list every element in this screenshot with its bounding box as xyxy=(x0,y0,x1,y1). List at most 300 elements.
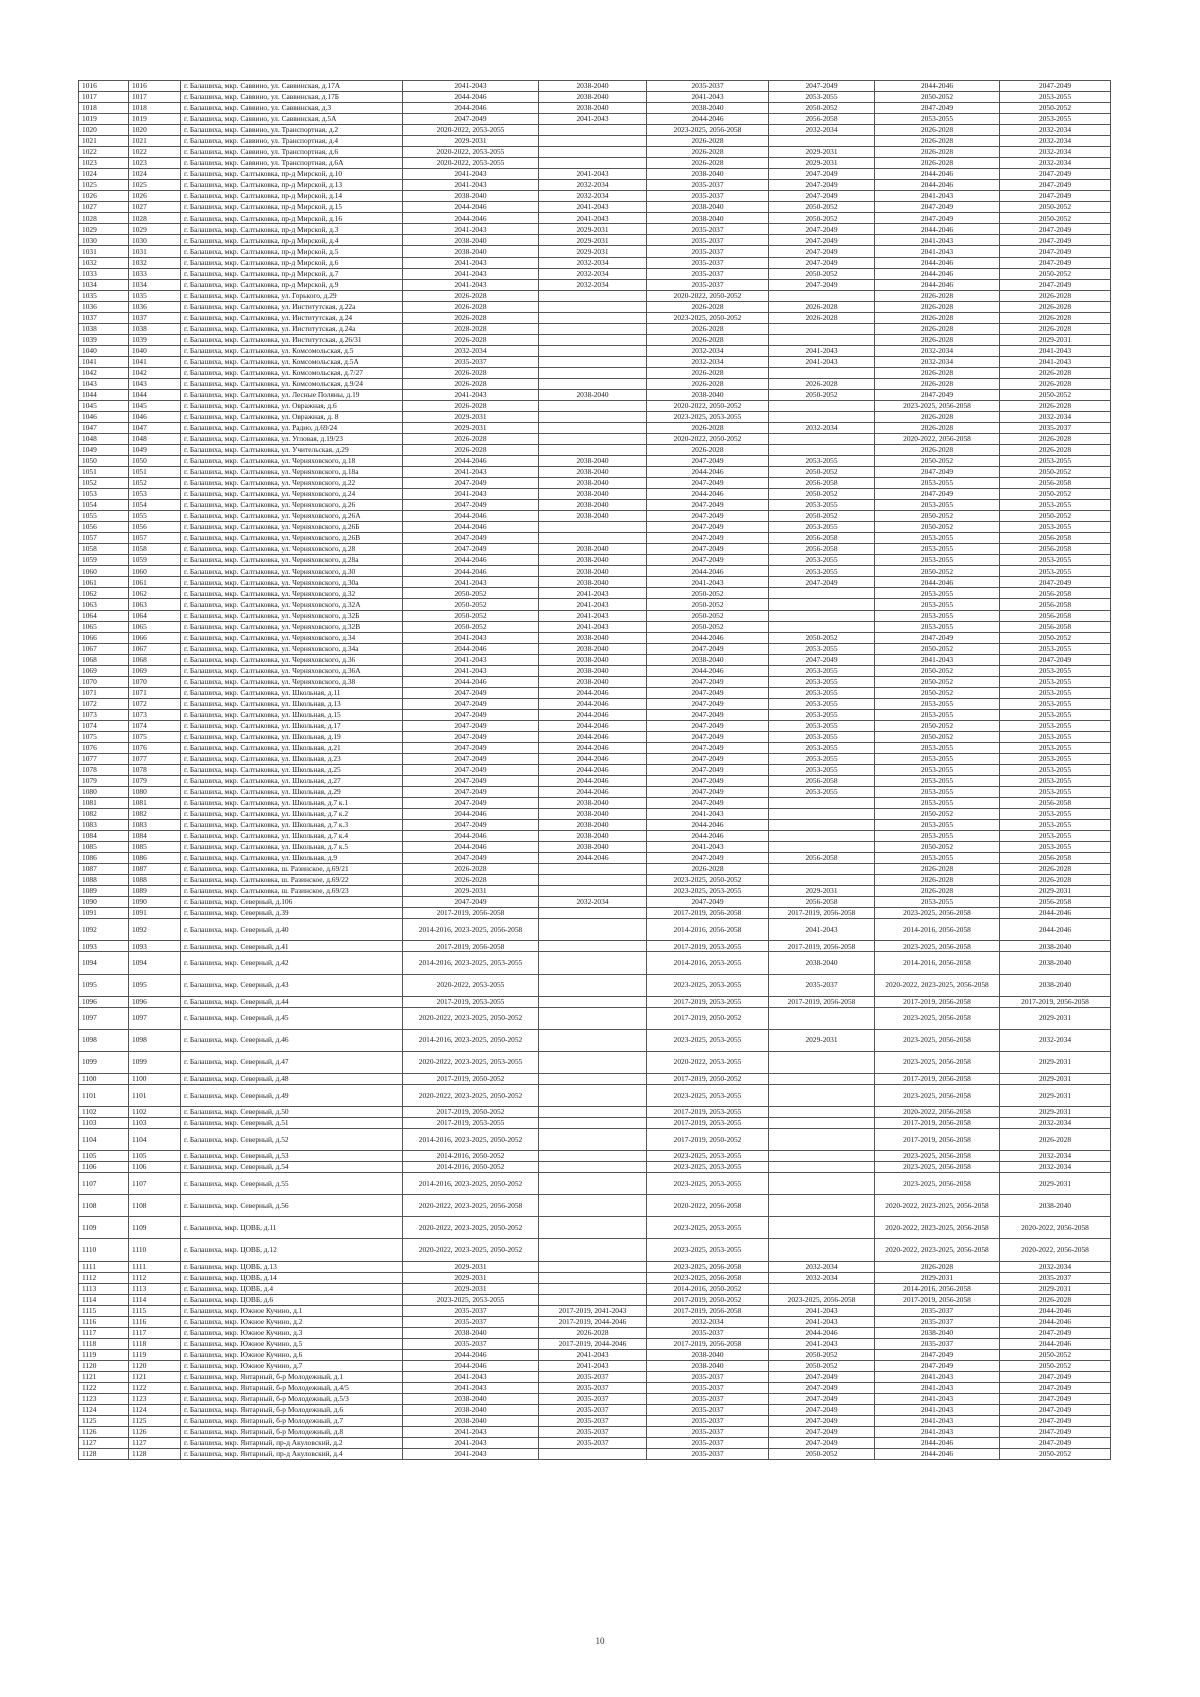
cell-house-id: 1084 xyxy=(129,831,181,842)
cell-period-5: 2044-2046 xyxy=(875,224,1000,235)
cell-period-1: 2041-2043 xyxy=(403,389,539,400)
cell-row-number: 1041 xyxy=(79,356,129,367)
cell-period-6: 2032-2034 xyxy=(1000,1029,1111,1051)
cell-period-5: 2026-2028 xyxy=(875,378,1000,389)
cell-period-3: 2017-2019, 2053-2055 xyxy=(647,1118,769,1129)
cell-row-number: 1040 xyxy=(79,345,129,356)
cell-period-6: 2056-2058 xyxy=(1000,544,1111,555)
cell-period-5: 2044-2046 xyxy=(875,268,1000,279)
cell-period-1: 2026-2028 xyxy=(403,290,539,301)
cell-house-id: 1023 xyxy=(129,158,181,169)
cell-period-2 xyxy=(539,400,647,411)
cell-period-6: 2053-2055 xyxy=(1000,687,1111,698)
cell-row-number: 1118 xyxy=(79,1338,129,1349)
cell-period-1: 2020-2022, 2023-2025, 2053-2055 xyxy=(403,1051,539,1073)
table-row xyxy=(79,257,1111,268)
cell-period-3: 2038-2040 xyxy=(647,202,769,213)
cell-period-5: 2035-2037 xyxy=(875,1305,1000,1316)
cell-house-id: 1111 xyxy=(129,1261,181,1272)
cell-period-1: 2044-2046 xyxy=(403,456,539,467)
cell-period-3: 2047-2049 xyxy=(647,533,769,544)
cell-period-6: 2038-2040 xyxy=(1000,941,1111,952)
cell-period-6: 2053-2055 xyxy=(1000,764,1111,775)
cell-period-6: 2053-2055 xyxy=(1000,831,1111,842)
table-row xyxy=(79,1162,1111,1173)
cell-period-3: 2026-2028 xyxy=(647,158,769,169)
cell-row-number: 1088 xyxy=(79,875,129,886)
table-row xyxy=(79,1316,1111,1327)
cell-period-1: 2020-2022, 2053-2055 xyxy=(403,974,539,996)
cell-address: г. Балашиха, мкр. Салтыковка, ул. Лесные Поляны, д.19 xyxy=(181,389,403,400)
cell-period-4: 2056-2058 xyxy=(769,775,875,786)
table-row xyxy=(79,456,1111,467)
cell-house-id: 1080 xyxy=(129,787,181,798)
cell-row-number: 1019 xyxy=(79,114,129,125)
cell-period-6: 2053-2055 xyxy=(1000,566,1111,577)
table-row xyxy=(79,698,1111,709)
table-row xyxy=(79,798,1111,809)
cell-period-5: 2026-2028 xyxy=(875,290,1000,301)
cell-address: г. Балашиха, мкр. Салтыковка, ул. Черняховского, д.18 xyxy=(181,456,403,467)
cell-period-6: 2029-2031 xyxy=(1000,1173,1111,1195)
cell-address: г. Балашиха, мкр. Салтыковка, ул. Черняховского, д.32А xyxy=(181,599,403,610)
cell-period-6: 2047-2049 xyxy=(1000,1404,1111,1415)
cell-period-6: 2044-2046 xyxy=(1000,1305,1111,1316)
cell-house-id: 1056 xyxy=(129,522,181,533)
cell-period-1: 2044-2046 xyxy=(403,92,539,103)
cell-house-id: 1076 xyxy=(129,742,181,753)
cell-period-1: 2035-2037 xyxy=(403,356,539,367)
cell-period-5: 2053-2055 xyxy=(875,588,1000,599)
cell-period-5: 2023-2025, 2056-2058 xyxy=(875,400,1000,411)
cell-period-2: 2038-2040 xyxy=(539,103,647,114)
cell-row-number: 1110 xyxy=(79,1239,129,1261)
table-row xyxy=(79,544,1111,555)
cell-house-id: 1116 xyxy=(129,1316,181,1327)
cell-row-number: 1016 xyxy=(79,81,129,92)
cell-period-1: 2020-2022, 2053-2055 xyxy=(403,158,539,169)
cell-period-3: 2023-2025, 2056-2058 xyxy=(647,1272,769,1283)
cell-address: г. Балашиха, мкр. Салтыковка, ул. Школьная, д.11 xyxy=(181,687,403,698)
cell-row-number: 1127 xyxy=(79,1438,129,1449)
cell-period-1: 2044-2046 xyxy=(403,566,539,577)
cell-house-id: 1106 xyxy=(129,1162,181,1173)
cell-period-2 xyxy=(539,919,647,941)
cell-house-id: 1118 xyxy=(129,1338,181,1349)
cell-period-4: 2047-2049 xyxy=(769,180,875,191)
cell-period-1: 2047-2049 xyxy=(403,764,539,775)
cell-period-2: 2038-2040 xyxy=(539,478,647,489)
cell-address: г. Балашиха, мкр. ЦОВБ, д.12 xyxy=(181,1239,403,1261)
cell-period-4: 2050-2052 xyxy=(769,489,875,500)
cell-period-4: 2050-2052 xyxy=(769,213,875,224)
cell-period-3: 2026-2028 xyxy=(647,445,769,456)
cell-house-id: 1104 xyxy=(129,1129,181,1151)
cell-period-2: 2044-2046 xyxy=(539,742,647,753)
cell-address: г. Балашиха, мкр. Салтыковка, ул. Комсомольская, д.5 xyxy=(181,345,403,356)
cell-period-1: 2020-2022, 2023-2025, 2050-2052 xyxy=(403,1084,539,1106)
cell-address: г. Балашиха, мкр. Салтыковка, ул. Школьная, д.23 xyxy=(181,753,403,764)
cell-period-3: 2047-2049 xyxy=(647,764,769,775)
cell-row-number: 1120 xyxy=(79,1360,129,1371)
cell-row-number: 1022 xyxy=(79,147,129,158)
cell-house-id: 1065 xyxy=(129,621,181,632)
cell-period-4: 2050-2052 xyxy=(769,103,875,114)
cell-period-2: 2038-2040 xyxy=(539,676,647,687)
cell-address: г. Балашиха, мкр. Янтарный, б-р Молодежный, д.8 xyxy=(181,1427,403,1438)
cell-row-number: 1056 xyxy=(79,522,129,533)
cell-period-4: 2047-2049 xyxy=(769,169,875,180)
cell-period-4: 2047-2049 xyxy=(769,1393,875,1404)
cell-period-5: 2053-2055 xyxy=(875,742,1000,753)
table-row xyxy=(79,1438,1111,1449)
table-row xyxy=(79,820,1111,831)
cell-house-id: 1053 xyxy=(129,489,181,500)
cell-row-number: 1027 xyxy=(79,202,129,213)
cell-period-2 xyxy=(539,345,647,356)
table-row xyxy=(79,1217,1111,1239)
cell-row-number: 1032 xyxy=(79,257,129,268)
cell-period-4 xyxy=(769,411,875,422)
cell-period-3: 2035-2037 xyxy=(647,1404,769,1415)
cell-period-6: 2044-2046 xyxy=(1000,1338,1111,1349)
cell-address: г. Балашиха, мкр. Янтарный, б-р Молодежный, д.5/3 xyxy=(181,1393,403,1404)
cell-row-number: 1075 xyxy=(79,731,129,742)
cell-period-6: 2020-2022, 2056-2058 xyxy=(1000,1239,1111,1261)
cell-period-2: 2026-2028 xyxy=(539,1327,647,1338)
cell-period-6: 2053-2055 xyxy=(1000,555,1111,566)
table-row xyxy=(79,1173,1111,1195)
cell-period-6: 2026-2028 xyxy=(1000,1294,1111,1305)
cell-row-number: 1057 xyxy=(79,533,129,544)
cell-period-2: 2038-2040 xyxy=(539,798,647,809)
cell-period-5: 2050-2052 xyxy=(875,522,1000,533)
cell-period-4: 2053-2055 xyxy=(769,787,875,798)
cell-period-3: 2017-2019, 2050-2052 xyxy=(647,1129,769,1151)
cell-period-2 xyxy=(539,422,647,433)
cell-house-id: 1097 xyxy=(129,1007,181,1029)
cell-period-4: 2053-2055 xyxy=(769,720,875,731)
table-row xyxy=(79,246,1111,257)
cell-row-number: 1059 xyxy=(79,555,129,566)
table-row xyxy=(79,809,1111,820)
cell-row-number: 1094 xyxy=(79,952,129,974)
table-row xyxy=(79,1393,1111,1404)
cell-period-1: 2032-2034 xyxy=(403,345,539,356)
cell-period-6: 2026-2028 xyxy=(1000,323,1111,334)
cell-period-3: 2023-2025, 2053-2055 xyxy=(647,886,769,897)
cell-period-5: 2041-2043 xyxy=(875,1382,1000,1393)
cell-period-2 xyxy=(539,908,647,919)
table-row xyxy=(79,1415,1111,1426)
cell-period-1: 2014-2016, 2050-2052 xyxy=(403,1162,539,1173)
cell-address: г. Балашиха, мкр. Салтыковка, ул. Черняховского, д.36 xyxy=(181,654,403,665)
cell-period-4: 2053-2055 xyxy=(769,566,875,577)
cell-period-1: 2047-2049 xyxy=(403,742,539,753)
cell-row-number: 1021 xyxy=(79,136,129,147)
cell-row-number: 1071 xyxy=(79,687,129,698)
cell-period-3: 2047-2049 xyxy=(647,522,769,533)
cell-period-6: 2032-2034 xyxy=(1000,1162,1111,1173)
cell-house-id: 1049 xyxy=(129,445,181,456)
cell-period-5: 2053-2055 xyxy=(875,621,1000,632)
cell-period-1: 2047-2049 xyxy=(403,114,539,125)
cell-address: г. Балашиха, мкр. Северный, д.53 xyxy=(181,1151,403,1162)
cell-period-2 xyxy=(539,864,647,875)
cell-period-3: 2047-2049 xyxy=(647,478,769,489)
cell-period-2: 2038-2040 xyxy=(539,577,647,588)
cell-row-number: 1092 xyxy=(79,919,129,941)
cell-house-id: 1087 xyxy=(129,864,181,875)
cell-period-5: 2020-2022, 2056-2058 xyxy=(875,1107,1000,1118)
cell-period-6: 2050-2052 xyxy=(1000,1449,1111,1460)
cell-row-number: 1054 xyxy=(79,500,129,511)
cell-period-3: 2035-2037 xyxy=(647,1371,769,1382)
cell-period-2 xyxy=(539,941,647,952)
cell-row-number: 1080 xyxy=(79,787,129,798)
cell-period-5: 2053-2055 xyxy=(875,775,1000,786)
cell-period-5: 2026-2028 xyxy=(875,323,1000,334)
cell-period-4 xyxy=(769,1283,875,1294)
cell-address: г. Балашиха, мкр. Южное Кучино, д.6 xyxy=(181,1349,403,1360)
cell-period-1: 2050-2052 xyxy=(403,621,539,632)
cell-period-2: 2032-2034 xyxy=(539,279,647,290)
cell-row-number: 1038 xyxy=(79,323,129,334)
cell-period-2: 2044-2046 xyxy=(539,787,647,798)
cell-house-id: 1091 xyxy=(129,908,181,919)
cell-period-2: 2032-2034 xyxy=(539,268,647,279)
cell-period-1: 2026-2028 xyxy=(403,400,539,411)
cell-period-3: 2035-2037 xyxy=(647,246,769,257)
cell-period-2 xyxy=(539,1272,647,1283)
cell-house-id: 1079 xyxy=(129,775,181,786)
cell-period-6: 2029-2031 xyxy=(1000,1073,1111,1084)
cell-period-6: 2050-2052 xyxy=(1000,467,1111,478)
cell-period-1: 2020-2022, 2023-2025, 2050-2052 xyxy=(403,1239,539,1261)
cell-house-id: 1024 xyxy=(129,169,181,180)
table-row xyxy=(79,290,1111,301)
cell-period-3: 2035-2037 xyxy=(647,268,769,279)
cell-period-1: 2026-2028 xyxy=(403,864,539,875)
cell-address: г. Балашиха, мкр. Салтыковка, ул. Школьная, д.25 xyxy=(181,764,403,775)
cell-address: г. Балашиха, мкр. Салтыковка, ул. Школьная, д.13 xyxy=(181,698,403,709)
cell-address: г. Балашиха, мкр. Салтыковка, пр-д Мирской, д.3 xyxy=(181,224,403,235)
cell-period-4: 2017-2019, 2056-2058 xyxy=(769,908,875,919)
cell-period-4: 2050-2052 xyxy=(769,389,875,400)
table-row xyxy=(79,213,1111,224)
cell-period-4 xyxy=(769,1118,875,1129)
cell-period-3: 2035-2037 xyxy=(647,1327,769,1338)
cell-period-4: 2053-2055 xyxy=(769,643,875,654)
cell-period-4: 2050-2052 xyxy=(769,467,875,478)
cell-period-3: 2017-2019, 2050-2052 xyxy=(647,1073,769,1084)
cell-period-6: 2026-2028 xyxy=(1000,367,1111,378)
cell-period-6: 2029-2031 xyxy=(1000,334,1111,345)
cell-period-5: 2026-2028 xyxy=(875,334,1000,345)
cell-address: г. Балашиха, мкр. Салтыковка, ул. Черняховского, д.38 xyxy=(181,676,403,687)
cell-row-number: 1091 xyxy=(79,908,129,919)
cell-period-4: 2029-2031 xyxy=(769,886,875,897)
cell-period-3: 2017-2019, 2056-2058 xyxy=(647,1338,769,1349)
cell-row-number: 1113 xyxy=(79,1283,129,1294)
table-row xyxy=(79,445,1111,456)
cell-period-1: 2044-2046 xyxy=(403,522,539,533)
cell-address: г. Балашиха, мкр. Северный, д.39 xyxy=(181,908,403,919)
cell-address: г. Балашиха, мкр. Салтыковка, пр-д Мирской, д.5 xyxy=(181,246,403,257)
cell-period-2: 2038-2040 xyxy=(539,92,647,103)
cell-address: г. Балашиха, мкр. Салтыковка, ул. Черняховского, д.30а xyxy=(181,577,403,588)
cell-address: г. Балашиха, мкр. Янтарный, пр-д Акуловский, д.2 xyxy=(181,1438,403,1449)
table-row xyxy=(79,787,1111,798)
table-row xyxy=(79,610,1111,621)
cell-period-2: 2038-2040 xyxy=(539,544,647,555)
table-row xyxy=(79,125,1111,136)
cell-period-5: 2026-2028 xyxy=(875,158,1000,169)
cell-period-1: 2044-2046 xyxy=(403,511,539,522)
cell-house-id: 1105 xyxy=(129,1151,181,1162)
cell-period-1: 2014-2016, 2023-2025, 2050-2052 xyxy=(403,1129,539,1151)
cell-period-1: 2044-2046 xyxy=(403,831,539,842)
table-row xyxy=(79,720,1111,731)
cell-period-6: 2044-2046 xyxy=(1000,1316,1111,1327)
table-row xyxy=(79,577,1111,588)
cell-period-4 xyxy=(769,1107,875,1118)
cell-address: г. Балашиха, мкр. Салтыковка, ул. Черняховского, д.32В xyxy=(181,621,403,632)
cell-row-number: 1029 xyxy=(79,224,129,235)
cell-period-5: 2026-2028 xyxy=(875,445,1000,456)
cell-row-number: 1082 xyxy=(79,809,129,820)
cell-period-1: 2026-2028 xyxy=(403,301,539,312)
cell-house-id: 1122 xyxy=(129,1382,181,1393)
cell-house-id: 1048 xyxy=(129,434,181,445)
cell-address: г. Балашиха, мкр. Салтыковка, пр-д Мирской, д.14 xyxy=(181,191,403,202)
table-row xyxy=(79,1084,1111,1106)
cell-period-5: 2020-2022, 2056-2058 xyxy=(875,434,1000,445)
cell-period-6: 2032-2034 xyxy=(1000,136,1111,147)
cell-period-3: 2038-2040 xyxy=(647,1360,769,1371)
cell-period-1: 2038-2040 xyxy=(403,1404,539,1415)
cell-row-number: 1121 xyxy=(79,1371,129,1382)
cell-period-5: 2026-2028 xyxy=(875,136,1000,147)
cell-period-4: 2047-2049 xyxy=(769,1404,875,1415)
cell-period-5: 2050-2052 xyxy=(875,456,1000,467)
cell-period-2 xyxy=(539,136,647,147)
cell-period-3: 2050-2052 xyxy=(647,588,769,599)
cell-period-4: 2050-2052 xyxy=(769,202,875,213)
cell-address: г. Балашиха, мкр. Северный, д.52 xyxy=(181,1129,403,1151)
table-row xyxy=(79,886,1111,897)
cell-address: г. Балашиха, мкр. Салтыковка, ул. Черняховского, д.24 xyxy=(181,489,403,500)
cell-period-6: 2053-2055 xyxy=(1000,92,1111,103)
cell-period-3: 2044-2046 xyxy=(647,114,769,125)
cell-period-1: 2041-2043 xyxy=(403,665,539,676)
cell-period-5: 2044-2046 xyxy=(875,1438,1000,1449)
cell-period-2: 2035-2037 xyxy=(539,1393,647,1404)
cell-period-4: 2050-2052 xyxy=(769,1360,875,1371)
cell-house-id: 1117 xyxy=(129,1327,181,1338)
cell-period-5: 2053-2055 xyxy=(875,853,1000,864)
cell-row-number: 1073 xyxy=(79,709,129,720)
cell-address: г. Балашиха, мкр. Салтыковка, ул. Институтская, д.26/31 xyxy=(181,334,403,345)
cell-period-1: 2026-2028 xyxy=(403,378,539,389)
cell-row-number: 1028 xyxy=(79,213,129,224)
cell-row-number: 1046 xyxy=(79,411,129,422)
cell-period-6: 2026-2028 xyxy=(1000,378,1111,389)
cell-address: г. Балашиха, мкр. Салтыковка, ул. Черняховского, д.28а xyxy=(181,555,403,566)
cell-period-2 xyxy=(539,301,647,312)
table-row xyxy=(79,1283,1111,1294)
cell-period-2 xyxy=(539,367,647,378)
cell-period-4: 2032-2034 xyxy=(769,1272,875,1283)
cell-period-1: 2041-2043 xyxy=(403,1382,539,1393)
cell-period-2: 2038-2040 xyxy=(539,500,647,511)
cell-address: г. Балашиха, мкр. Южное Кучино, д.7 xyxy=(181,1360,403,1371)
cell-period-1: 2047-2049 xyxy=(403,720,539,731)
cell-period-5: 2029-2031 xyxy=(875,1272,1000,1283)
cell-address: г. Балашиха, мкр. Салтыковка, ул. Школьная, д.7 к.5 xyxy=(181,842,403,853)
cell-period-4: 2041-2043 xyxy=(769,919,875,941)
cell-house-id: 1046 xyxy=(129,411,181,422)
cell-house-id: 1069 xyxy=(129,665,181,676)
cell-period-4 xyxy=(769,621,875,632)
table-row xyxy=(79,279,1111,290)
cell-address: г. Балашиха, мкр. Салтыковка, ул. Комсомольская, д.5А xyxy=(181,356,403,367)
cell-house-id: 1083 xyxy=(129,820,181,831)
cell-house-id: 1025 xyxy=(129,180,181,191)
cell-house-id: 1039 xyxy=(129,334,181,345)
cell-period-3: 2035-2037 xyxy=(647,224,769,235)
cell-period-3: 2035-2037 xyxy=(647,1438,769,1449)
cell-house-id: 1051 xyxy=(129,467,181,478)
cell-period-2: 2041-2043 xyxy=(539,599,647,610)
cell-period-2: 2035-2037 xyxy=(539,1371,647,1382)
cell-period-4 xyxy=(769,400,875,411)
cell-period-5: 2053-2055 xyxy=(875,599,1000,610)
cell-house-id: 1103 xyxy=(129,1118,181,1129)
cell-period-3: 2020-2022, 2053-2055 xyxy=(647,1051,769,1073)
cell-house-id: 1094 xyxy=(129,952,181,974)
cell-period-1: 2020-2022, 2023-2025, 2050-2052 xyxy=(403,1217,539,1239)
cell-period-4: 2053-2055 xyxy=(769,742,875,753)
cell-row-number: 1102 xyxy=(79,1107,129,1118)
cell-row-number: 1045 xyxy=(79,400,129,411)
cell-address: г. Балашиха, мкр. Салтыковка, ул. Школьная, д.29 xyxy=(181,787,403,798)
cell-house-id: 1089 xyxy=(129,886,181,897)
cell-period-4: 2053-2055 xyxy=(769,698,875,709)
cell-period-4 xyxy=(769,1084,875,1106)
cell-period-5: 2047-2049 xyxy=(875,103,1000,114)
cell-period-2 xyxy=(539,356,647,367)
cell-period-1: 2029-2031 xyxy=(403,1283,539,1294)
cell-period-6: 2053-2055 xyxy=(1000,842,1111,853)
cell-address: г. Балашиха, мкр. Салтыковка, ул. Учительская, д.29 xyxy=(181,445,403,456)
cell-period-3: 2023-2025, 2056-2058 xyxy=(647,125,769,136)
table-row xyxy=(79,897,1111,908)
cell-row-number: 1068 xyxy=(79,654,129,665)
cell-period-1: 2041-2043 xyxy=(403,169,539,180)
cell-period-3: 2047-2049 xyxy=(647,687,769,698)
cell-period-1: 2029-2031 xyxy=(403,886,539,897)
cell-period-4: 2047-2049 xyxy=(769,1415,875,1426)
cell-house-id: 1099 xyxy=(129,1051,181,1073)
cell-row-number: 1124 xyxy=(79,1404,129,1415)
cell-period-2 xyxy=(539,952,647,974)
cell-house-id: 1031 xyxy=(129,246,181,257)
cell-house-id: 1044 xyxy=(129,389,181,400)
cell-house-id: 1040 xyxy=(129,345,181,356)
cell-period-1: 2035-2037 xyxy=(403,1316,539,1327)
cell-row-number: 1084 xyxy=(79,831,129,842)
